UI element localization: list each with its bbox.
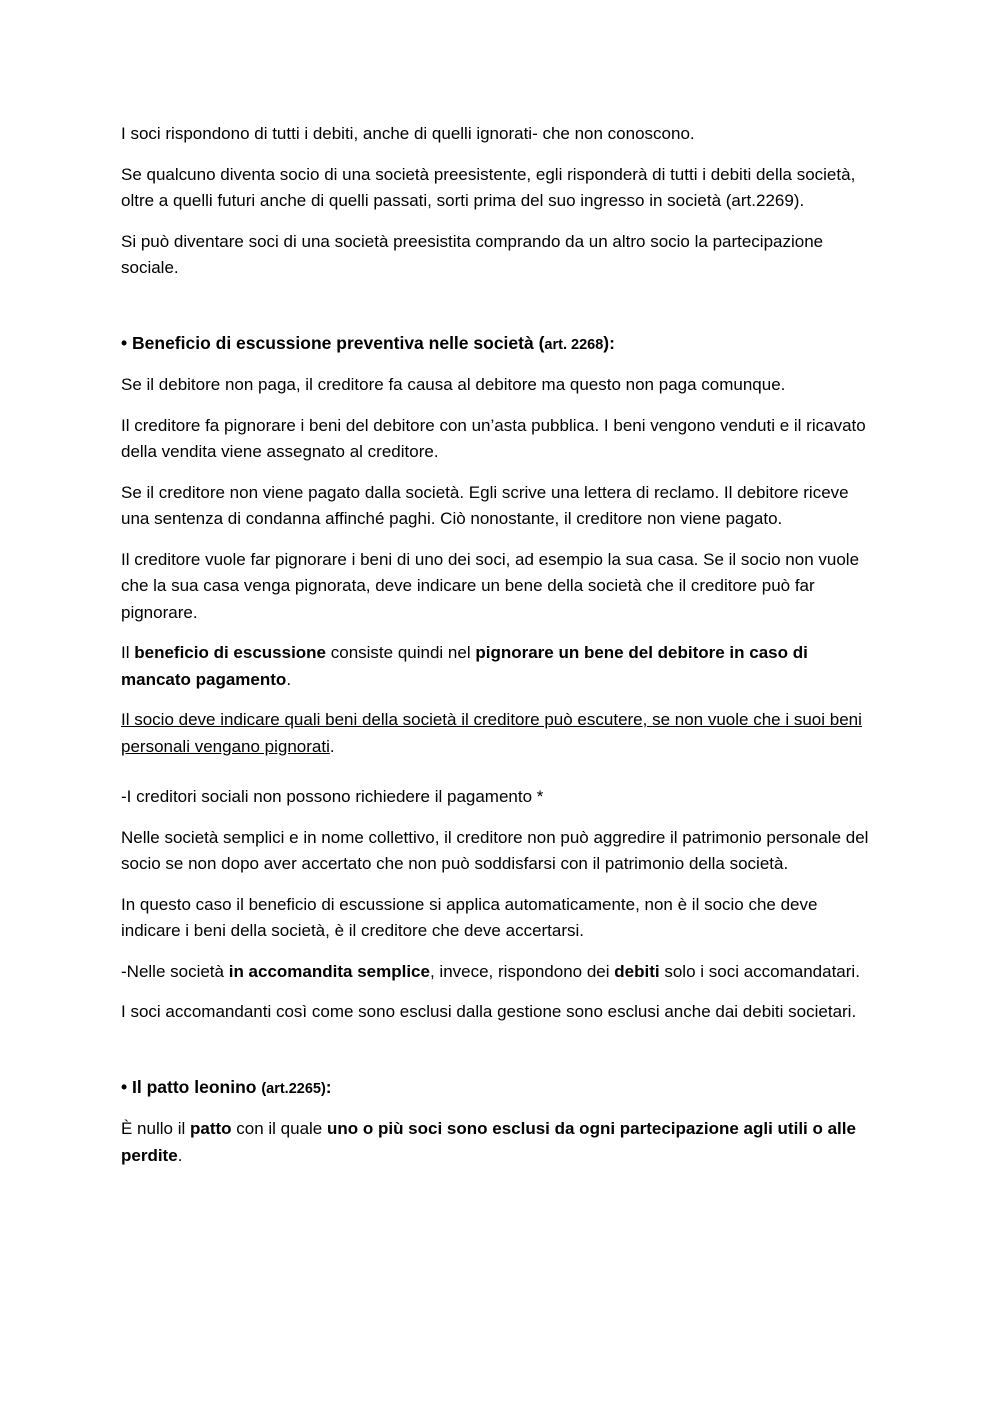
underlined-text: Il socio deve indicare quali beni della società il creditore può escutere, se non vuole che i suoi beni personali vengano pignorati	[121, 710, 862, 756]
paragraph-underlined	[121, 707, 881, 760]
text-run: solo i soci accomandatari.	[659, 961, 860, 981]
bold-term: uno o più soci sono esclusi da ogni partecipazione agli utili o alle perdite	[121, 1119, 856, 1165]
paragraph-definition	[121, 640, 881, 693]
paragraph: Si può diventare soci di una società preesistita comprando da un altro socio la partecipazione sociale.	[121, 231, 824, 277]
bold-term: patto	[189, 1119, 232, 1138]
text-run: consiste quindi nel	[326, 643, 476, 662]
bullet: •	[121, 1076, 128, 1097]
paragraph-patto	[121, 1116, 881, 1169]
section-heading-beneficio	[121, 330, 881, 359]
heading-end: ):	[603, 332, 615, 353]
bold-term: in accomandita semplice	[228, 961, 430, 981]
paragraph: Nelle società semplici e in nome collettivo, il creditore non può aggredire il patrimonio personale del socio se non dopo aver accertato che non può soddisfarsi con il patrimonio della società.	[121, 827, 869, 873]
paragraph: -I creditori sociali non possono richiedere il pagamento *	[121, 787, 544, 806]
bold-term: pignorare un bene del debitore in caso di mancato pagamento	[121, 643, 808, 689]
paragraph-accomandita	[121, 959, 881, 986]
heading-end: :	[325, 1076, 332, 1097]
paragraph: I soci rispondono di tutti i debiti, anche di quelli ignorati- che non conoscono.	[121, 124, 695, 143]
bullet: •	[121, 332, 128, 353]
text-run: È nullo il	[121, 1119, 190, 1138]
text-run: .	[329, 736, 335, 756]
paragraph: Il creditore fa pignorare i beni del debitore con un’asta pubblica. I beni vengono venduti e il ricavato della vendita viene assegnato al creditore.	[121, 415, 866, 461]
heading-title: Il patto leonino	[132, 1076, 262, 1097]
text-run: .	[286, 669, 292, 689]
paragraph: Il creditore vuole far pignorare i beni di uno dei soci, ad esempio la sua casa. Se il socio non vuole che la sua casa venga pignorata, deve indicare un bene della società che il creditore può far pignorare.	[121, 549, 860, 622]
paragraph: In questo caso il beneficio di escussione si applica automaticamente, non è il socio che deve indicare i beni della società, è il creditore che deve accertarsi.	[121, 894, 818, 940]
paragraph: Se il debitore non paga, il creditore fa causa al debitore ma questo non paga comunque.	[121, 375, 786, 394]
text-run: Il	[121, 643, 135, 662]
paragraph: I soci accomandanti così come sono esclusi dalla gestione sono esclusi anche dai debiti societari.	[121, 1002, 857, 1021]
bold-term: debiti	[614, 961, 660, 981]
text-run: , invece, rispondono dei	[429, 961, 615, 981]
text-run: .	[177, 1145, 183, 1165]
heading-title: Beneficio di escussione preventiva nelle società (	[132, 332, 545, 353]
paragraph: Se qualcuno diventa socio di una società preesistente, egli risponderà di tutti i debiti della società, oltre a quelli futuri anche di quelli passati, sorti prima del suo ingresso in società (art.2269).	[121, 164, 856, 210]
document-body	[121, 121, 881, 1169]
heading-article-ref: art. 2268	[544, 336, 604, 353]
paragraph: Se il creditore non viene pagato dalla società. Egli scrive una lettera di reclamo. Il debitore riceve una sentenza di condanna affinché paghi. Ciò nonostante, il creditore non viene pagato.	[121, 482, 849, 528]
text-run: -Nelle società	[121, 961, 229, 981]
section-heading-patto-leonino	[121, 1074, 881, 1103]
text-run: con il quale	[231, 1119, 327, 1138]
bold-term: beneficio di escussione	[134, 643, 327, 662]
heading-article-ref: (art.2265)	[261, 1080, 326, 1097]
